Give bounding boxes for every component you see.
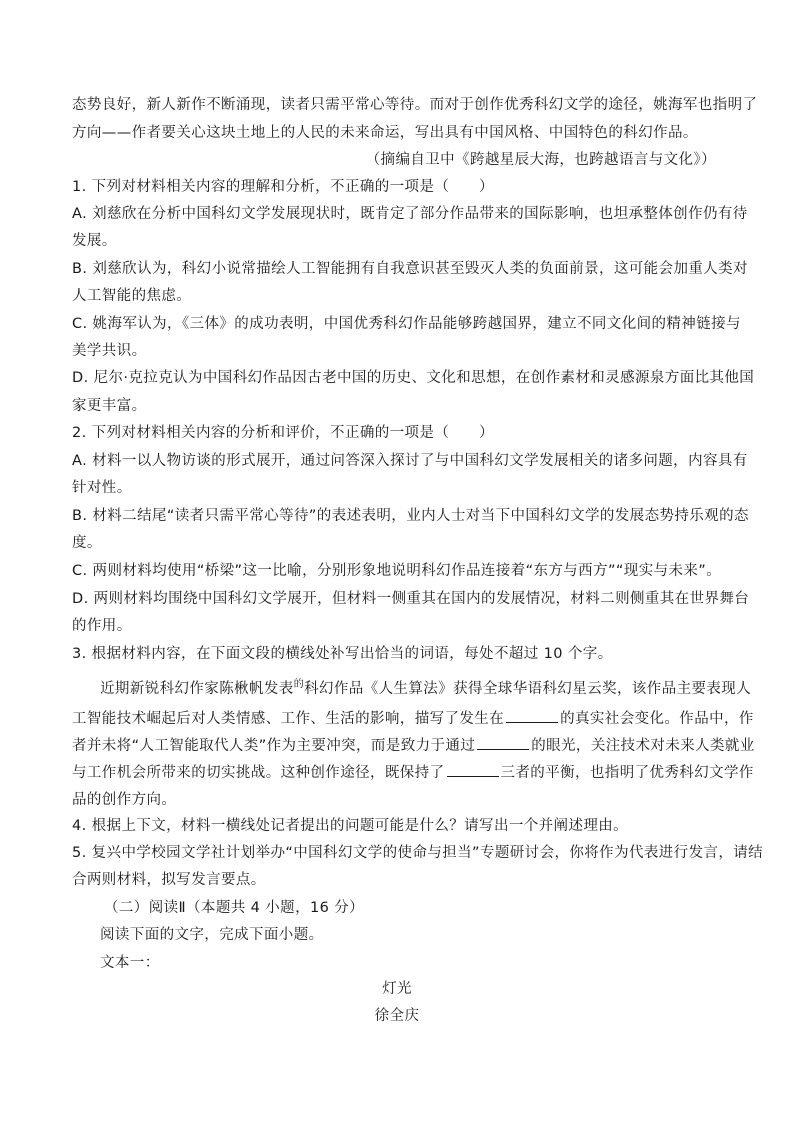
- q1-option-b-line-2: 人工智能的焦虑。: [72, 288, 192, 304]
- q2-option-d-line-2: 的作用。: [72, 618, 132, 634]
- text-one-label: 文本一：: [100, 955, 160, 971]
- fill-blank-1[interactable]: [506, 708, 558, 723]
- q3-passage-text: 近期新锐科幻作家陈楸帆发表: [100, 681, 294, 697]
- q2-option-a-line-2: 针对性。: [72, 480, 132, 496]
- reading-instruction: 阅读下面的文字，完成下面小题。: [100, 927, 324, 943]
- question-1-stem: 1. 下列对材料相关内容的理解和分析，不正确的一项是（ ）: [72, 179, 494, 195]
- q2-option-b-line-1: B. 材料二结尾“读者只需平常心等待”的表述表明，业内人士对当下中国科幻文学的发展态势持乐观的态: [72, 508, 749, 524]
- q2-option-a-line-1: A. 材料一以人物访谈的形式展开，通过问答深入探讨了与中国科幻文学发展相关的诸多问题，内容具有: [72, 453, 748, 469]
- section-heading: （二）阅读Ⅱ（本题共 4 小题，16 分）: [104, 900, 365, 916]
- article-author: 徐全庆: [374, 1008, 420, 1024]
- q3-passage-line-3: [72, 735, 755, 756]
- question-2-stem: 2. 下列对材料相关内容的分析和评价，不正确的一项是（ ）: [72, 425, 494, 441]
- question-3-stem: 3. 根据材料内容，在下面文段的横线处补写出恰当的词语，每处不超过 10 个字。: [72, 646, 613, 662]
- fill-blank-2[interactable]: [477, 735, 529, 750]
- source-citation: （摘编自卫中《跨越星辰大海，也跨越语言与文化》）: [365, 152, 716, 168]
- q3-passage-text: 的眼光，关注技术对未来人类就业: [531, 738, 755, 754]
- article-title: 灯光: [382, 981, 412, 997]
- q3-passage-text: 与工作机会所带来的切实挑战。这种创作途径，既保持了: [72, 765, 445, 781]
- q2-option-b-line-2: 度。: [72, 535, 102, 551]
- q3-passage-line-5: 品的创作方向。: [72, 792, 177, 808]
- q1-option-a-line-2: 发展。: [72, 233, 117, 249]
- q1-option-a-line-1: A. 刘慈欣在分析中国科幻文学发展现状时，既肯定了部分作品带来的国际影响，也坦承整体创作仍有待: [72, 206, 748, 222]
- intro-line-2: 方向——作者要关心这块土地上的人民的未来命运，写出具有中国风格、中国特色的科幻作品。: [72, 125, 698, 141]
- q3-passage-text: 三者的平衡，也指明了优秀科幻文学作: [500, 765, 754, 781]
- q1-option-c-line-2: 美学共识。: [72, 343, 147, 359]
- q2-option-c: C. 两则材料均使用“桥梁”这一比喻，分别形象地说明科幻作品连接着“东方与西方”“现实与未来”。: [72, 563, 722, 579]
- q1-option-c-line-1: C. 姚海军认为，《三体》的成功表明，中国优秀科幻作品能够跨越国界，建立不同文化间的精神链接与: [72, 316, 741, 332]
- q3-passage-line-2: [72, 708, 754, 729]
- fill-blank-3[interactable]: [447, 762, 499, 777]
- q3-passage-line-1: [100, 679, 751, 701]
- q3-passage-text: 科幻作品《人生算法》获得全球华语科幻星云奖，该作品主要表现人: [304, 681, 752, 697]
- q2-option-d-line-1: D. 两则材料均围绕中国科幻文学展开，但材料一侧重其在国内的发展情况，材料二则侧重其在世界舞台: [72, 591, 750, 607]
- question-5-line-1: 5. 复兴中学校园文学社计划举办“中国科幻文学的使命与担当”专题研讨会，你将作为代表进行发言，请结: [72, 845, 764, 861]
- q1-option-d-line-1: D. 尼尔·克拉克认为中国科幻作品因古老中国的历史、文化和思想，在创作素材和灵感源泉方面比其他国: [72, 370, 755, 386]
- question-5-line-2: 合两则材料，拟写发言要点。: [72, 872, 266, 888]
- q1-option-b-line-1: B. 刘慈欣认为，科幻小说常描绘人工智能拥有自我意识甚至毁灭人类的负面前景，这可能会加重人类对: [72, 261, 748, 277]
- q3-passage-text: 工智能技术崛起后对人类情感、工作、生活的影响，描写了发生在: [72, 711, 505, 727]
- q3-passage-text: 的真实社会变化。作品中，作: [560, 711, 754, 727]
- q3-passage-text: 者并未将“人工智能取代人类”作为主要冲突，而是致力于通过: [72, 738, 476, 754]
- q3-superscript-char: 的: [293, 679, 305, 690]
- intro-line-1: 态势良好，新人新作不断涌现，读者只需平常心等待。而对于创作优秀科幻文学的途径，姚海军也指明了: [72, 97, 758, 113]
- q3-passage-line-4: [72, 762, 754, 783]
- q1-option-d-line-2: 家更丰富。: [72, 398, 147, 414]
- question-4-stem: 4. 根据上下文，材料一横线处记者提出的问题可能是什么？请写出一个并阐述理由。: [72, 818, 629, 834]
